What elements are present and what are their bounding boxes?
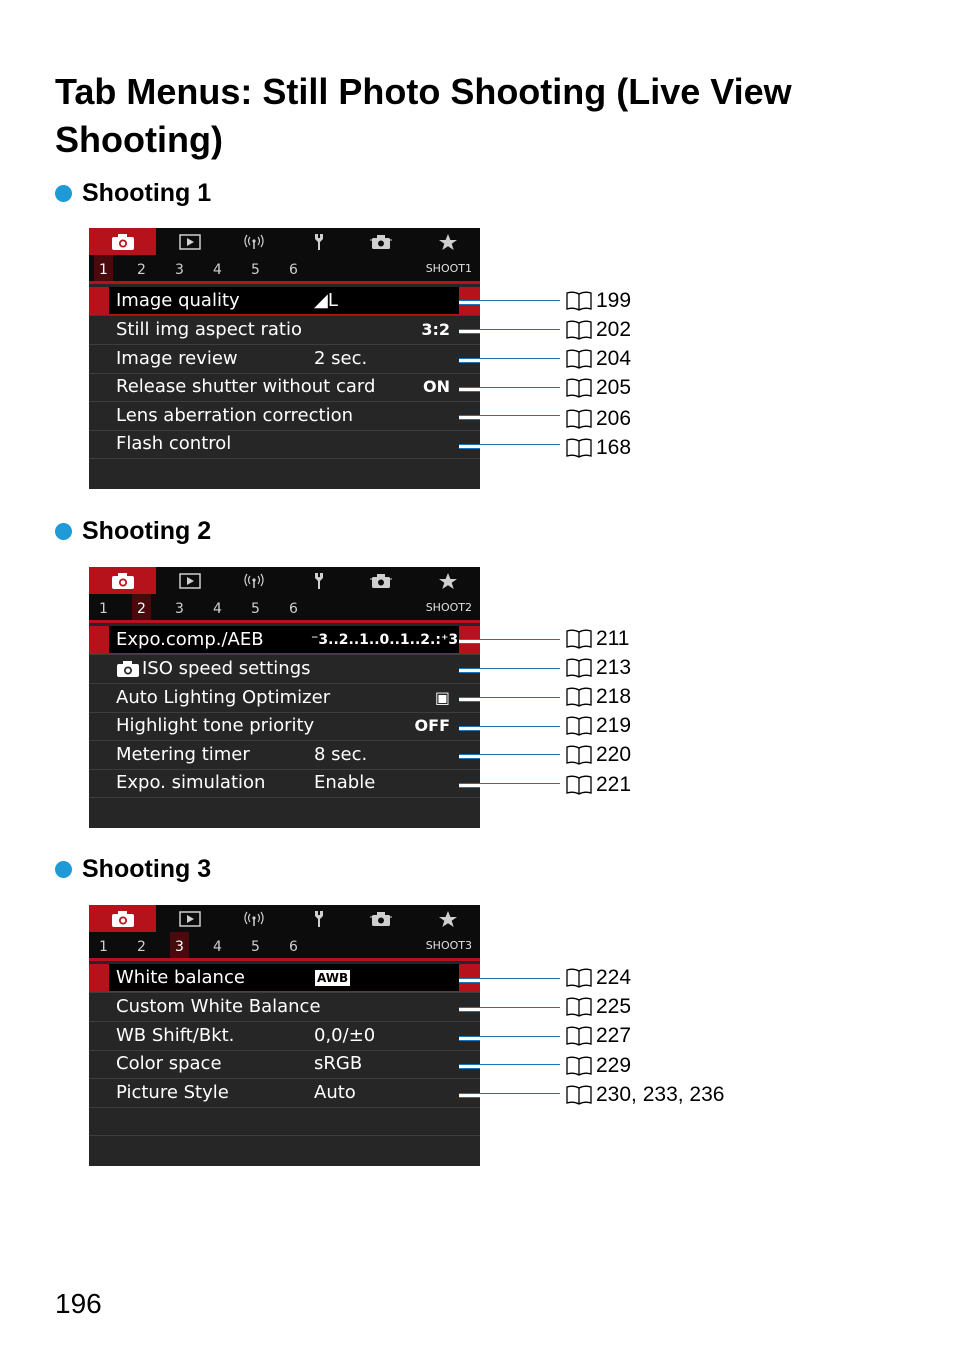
tab-shooting[interactable]: [89, 905, 156, 932]
page-reference[interactable]: [565, 406, 631, 432]
menu-item-label: Image review: [116, 348, 238, 369]
page-reference[interactable]: [565, 626, 629, 652]
page-reference-number: 221: [596, 773, 632, 796]
setup-camera-icon: [370, 233, 392, 251]
section-heading-shooting-2: [55, 516, 211, 546]
menu-item-value: Auto: [314, 1082, 356, 1103]
menu-page-bar: [89, 255, 480, 284]
page-reference-number: 220: [596, 743, 632, 766]
tab-playback[interactable]: [156, 905, 223, 932]
page-reference-number: 204: [596, 347, 632, 370]
leader-line: [459, 329, 560, 334]
menu-item-label: Auto Lighting Optimizer: [116, 687, 331, 708]
leader-line: [459, 783, 560, 788]
menu-item-lens-aberration[interactable]: [89, 402, 480, 431]
page-tab-4[interactable]: 4: [213, 600, 222, 617]
camera-icon: [111, 233, 135, 251]
tab-custom[interactable]: [347, 228, 414, 255]
menu-item-empty: [89, 1107, 480, 1136]
leader-line: [459, 300, 560, 305]
menu-item-value: 2 sec.: [314, 348, 368, 369]
menu-item-wb-shift[interactable]: [89, 1022, 480, 1051]
menu-screen-label: SHOOT3: [425, 939, 472, 952]
star-icon: [438, 910, 458, 928]
divider: [89, 620, 480, 623]
menu-item-label: Custom White Balance: [116, 996, 321, 1017]
tab-shooting[interactable]: [89, 567, 156, 594]
camera-icon: [111, 572, 135, 590]
menu-tab-bar: [89, 905, 480, 932]
tab-shooting[interactable]: [89, 228, 156, 255]
leader-line: [459, 668, 560, 673]
book-icon: [565, 1084, 593, 1106]
wireless-icon: [243, 573, 265, 589]
page-reference-number: 219: [596, 714, 632, 737]
page-tab-5[interactable]: 5: [251, 261, 260, 278]
page-reference-number: 205: [596, 376, 632, 399]
tab-wireless[interactable]: [220, 567, 287, 594]
awb-icon: AWB: [317, 971, 349, 985]
page-reference-number: 168: [596, 436, 632, 459]
menu-page-bar: [89, 594, 480, 623]
page-reference-number: 224: [596, 966, 632, 989]
menu-item-value: 0,0/±0: [314, 1025, 376, 1046]
tab-wireless[interactable]: [220, 905, 287, 932]
menu-item-label: White balance: [116, 967, 245, 988]
book-icon: [565, 628, 593, 650]
leader-line: [459, 1064, 560, 1069]
book-icon: [565, 290, 593, 312]
menu-screen-shoot3: [89, 905, 480, 1166]
menu-screen-label: SHOOT2: [425, 601, 472, 614]
menu-tab-bar: [89, 228, 480, 255]
menu-item-expo-simulation[interactable]: [89, 769, 480, 798]
tab-custom[interactable]: [347, 567, 414, 594]
book-icon: [565, 715, 593, 737]
page-tab-6[interactable]: 6: [289, 938, 298, 955]
page-reference-number: 227: [596, 1024, 632, 1047]
page-tab-3[interactable]: 3: [175, 600, 184, 617]
setup-camera-icon: [370, 910, 392, 928]
menu-item-label: WB Shift/Bkt.: [116, 1025, 235, 1046]
play-icon: [179, 911, 201, 927]
page-reference-number: 199: [596, 289, 632, 312]
page-tab-3[interactable]: 3: [175, 261, 184, 278]
menu-item-value: ◢L: [314, 290, 338, 311]
page-reference[interactable]: [565, 684, 631, 710]
menu-item-custom-wb[interactable]: [89, 993, 480, 1022]
camera-icon: [111, 910, 135, 928]
menu-tab-bar: [89, 567, 480, 594]
page-reference[interactable]: [565, 742, 631, 768]
menu-item-value: sRGB: [314, 1053, 363, 1074]
menu-item-value: Enable: [314, 772, 376, 793]
book-icon: [565, 996, 593, 1018]
book-icon: [565, 348, 593, 370]
leader-line: [459, 697, 560, 702]
page-tab-1[interactable]: 1: [99, 600, 108, 617]
menu-item-highlight-tone[interactable]: [89, 712, 480, 741]
book-icon: [565, 1025, 593, 1047]
page-tab-2[interactable]: 2: [132, 594, 151, 623]
page-reference[interactable]: [565, 994, 631, 1020]
page-reference[interactable]: [565, 772, 631, 798]
page-tab-2[interactable]: 2: [137, 938, 146, 955]
play-icon: [179, 573, 201, 589]
leader-line: [459, 387, 560, 392]
leader-line: [459, 754, 560, 759]
book-icon: [565, 657, 593, 679]
menu-item-label: Picture Style: [116, 1082, 229, 1103]
menu-item-expo-comp[interactable]: [89, 626, 480, 655]
menu-item-value: ▣: [434, 688, 450, 707]
page-reference-number: 211: [596, 627, 630, 650]
section-heading-label: Shooting 2: [82, 516, 212, 545]
menu-item-flash-control[interactable]: [89, 430, 480, 459]
menu-item-picture-style[interactable]: [89, 1079, 480, 1108]
tab-wireless[interactable]: [220, 228, 287, 255]
page-reference[interactable]: [565, 713, 631, 739]
wrench-icon: [310, 910, 328, 928]
page-tab-5[interactable]: 5: [251, 938, 260, 955]
page-tab-1[interactable]: 1: [94, 255, 113, 284]
menu-item-value: 3:2: [421, 320, 450, 339]
menu-item-value: ON: [423, 377, 450, 396]
wireless-icon: [243, 234, 265, 250]
menu-item-image-review[interactable]: [89, 345, 480, 374]
page-tab-4[interactable]: 4: [213, 261, 222, 278]
tab-playback[interactable]: [156, 228, 223, 255]
book-icon: [565, 408, 593, 430]
bullet-icon: [55, 861, 72, 878]
menu-item-label: ISO speed settings: [142, 658, 311, 679]
page-reference[interactable]: [565, 375, 631, 401]
page-reference[interactable]: [565, 435, 631, 461]
menu-item-value: OFF: [414, 716, 450, 735]
menu-item-label: Expo. simulation: [116, 772, 266, 793]
menu-item-white-balance[interactable]: [89, 964, 480, 993]
tab-my-menu[interactable]: [414, 905, 481, 932]
wrench-icon: [310, 233, 328, 251]
page-title: Tab Menus: Still Photo Shooting (Live View Shooting): [55, 71, 792, 160]
menu-item-iso-speed[interactable]: [89, 655, 480, 684]
page-reference-number: 213: [596, 656, 632, 679]
menu-item-label: Image quality: [116, 290, 240, 311]
section-heading-label: Shooting 1: [82, 178, 212, 207]
camera-icon: [116, 660, 140, 678]
page-reference-number: 206: [596, 407, 632, 430]
divider: [89, 958, 480, 961]
book-icon: [565, 686, 593, 708]
menu-item-label: Flash control: [116, 433, 232, 454]
leader-line: [459, 358, 560, 363]
menu-item-release-shutter[interactable]: [89, 373, 480, 402]
page-tab-2[interactable]: 2: [137, 261, 146, 278]
star-icon: [438, 233, 458, 251]
page-tab-6[interactable]: 6: [289, 600, 298, 617]
page-reference[interactable]: [565, 965, 631, 991]
exposure-scale: ⁻3..2..1..0..1..2.:⁺3: [311, 632, 459, 648]
page-reference-number: 218: [596, 685, 632, 708]
leader-line: [459, 1007, 560, 1012]
book-icon: [565, 319, 593, 341]
tab-custom[interactable]: [347, 905, 414, 932]
menu-item-label: Still img aspect ratio: [116, 319, 302, 340]
section-heading-shooting-3: [55, 854, 211, 884]
bullet-icon: [55, 185, 72, 202]
page-reference[interactable]: [565, 1053, 631, 1079]
section-heading-shooting-1: [55, 178, 211, 208]
tab-playback[interactable]: [156, 567, 223, 594]
leader-line: [459, 1036, 560, 1041]
leader-line: [459, 1093, 560, 1098]
book-icon: [565, 744, 593, 766]
menu-item-label: Release shutter without card: [116, 376, 376, 397]
tab-setup[interactable]: [285, 905, 352, 932]
menu-item-color-space[interactable]: [89, 1050, 480, 1079]
book-icon: [565, 377, 593, 399]
page-reference-number: 202: [596, 318, 632, 341]
page-reference-number: 230, 233, 236: [596, 1083, 725, 1106]
wireless-icon: [243, 911, 265, 927]
tab-setup[interactable]: [285, 567, 352, 594]
book-icon: [565, 967, 593, 989]
page-reference-number: 229: [596, 1054, 632, 1077]
book-icon: [565, 437, 593, 459]
page-reference[interactable]: [565, 1082, 724, 1108]
page-reference[interactable]: [565, 1023, 631, 1049]
menu-page-bar: [89, 932, 480, 961]
page-reference[interactable]: [565, 655, 631, 681]
tab-my-menu[interactable]: [414, 228, 481, 255]
menu-item-label: Color space: [116, 1053, 222, 1074]
menu-item-label: Expo.comp./AEB: [116, 629, 264, 650]
book-icon: [565, 1055, 593, 1077]
menu-item-label: Metering timer: [116, 744, 250, 765]
page-tab-6[interactable]: 6: [289, 261, 298, 278]
page-tab-3[interactable]: 3: [170, 932, 189, 961]
leader-line: [459, 444, 560, 449]
menu-item-value: 8 sec.: [314, 744, 368, 765]
section-heading-label: Shooting 3: [82, 854, 212, 883]
setup-camera-icon: [370, 572, 392, 590]
page-tab-1[interactable]: 1: [99, 938, 108, 955]
play-icon: [179, 234, 201, 250]
menu-item-aspect-ratio[interactable]: [89, 316, 480, 345]
menu-item-label: Highlight tone priority: [116, 715, 315, 736]
leader-line: [459, 415, 560, 420]
page-reference[interactable]: [565, 346, 631, 372]
leader-line: [459, 726, 560, 731]
menu-screen-label: SHOOT1: [425, 262, 472, 275]
page-reference[interactable]: [565, 317, 631, 343]
menu-item-auto-lighting[interactable]: [89, 684, 480, 713]
leader-line: [459, 978, 560, 983]
page-tab-4[interactable]: 4: [213, 938, 222, 955]
page-number: 196: [55, 1288, 102, 1319]
menu-screen-shoot2: [89, 567, 480, 828]
tab-setup[interactable]: [285, 228, 352, 255]
tab-my-menu[interactable]: [414, 567, 481, 594]
book-icon: [565, 774, 593, 796]
wrench-icon: [310, 572, 328, 590]
page-tab-5[interactable]: 5: [251, 600, 260, 617]
bullet-icon: [55, 523, 72, 540]
divider: [89, 281, 480, 284]
menu-item-metering-timer[interactable]: [89, 741, 480, 770]
star-icon: [438, 572, 458, 590]
page-reference-number: 225: [596, 995, 632, 1018]
leader-line: [459, 639, 560, 644]
menu-item-label: Lens aberration correction: [116, 405, 353, 426]
menu-screen-shoot1: [89, 228, 480, 489]
page-reference[interactable]: [565, 288, 631, 314]
menu-item-image-quality[interactable]: [89, 287, 480, 316]
